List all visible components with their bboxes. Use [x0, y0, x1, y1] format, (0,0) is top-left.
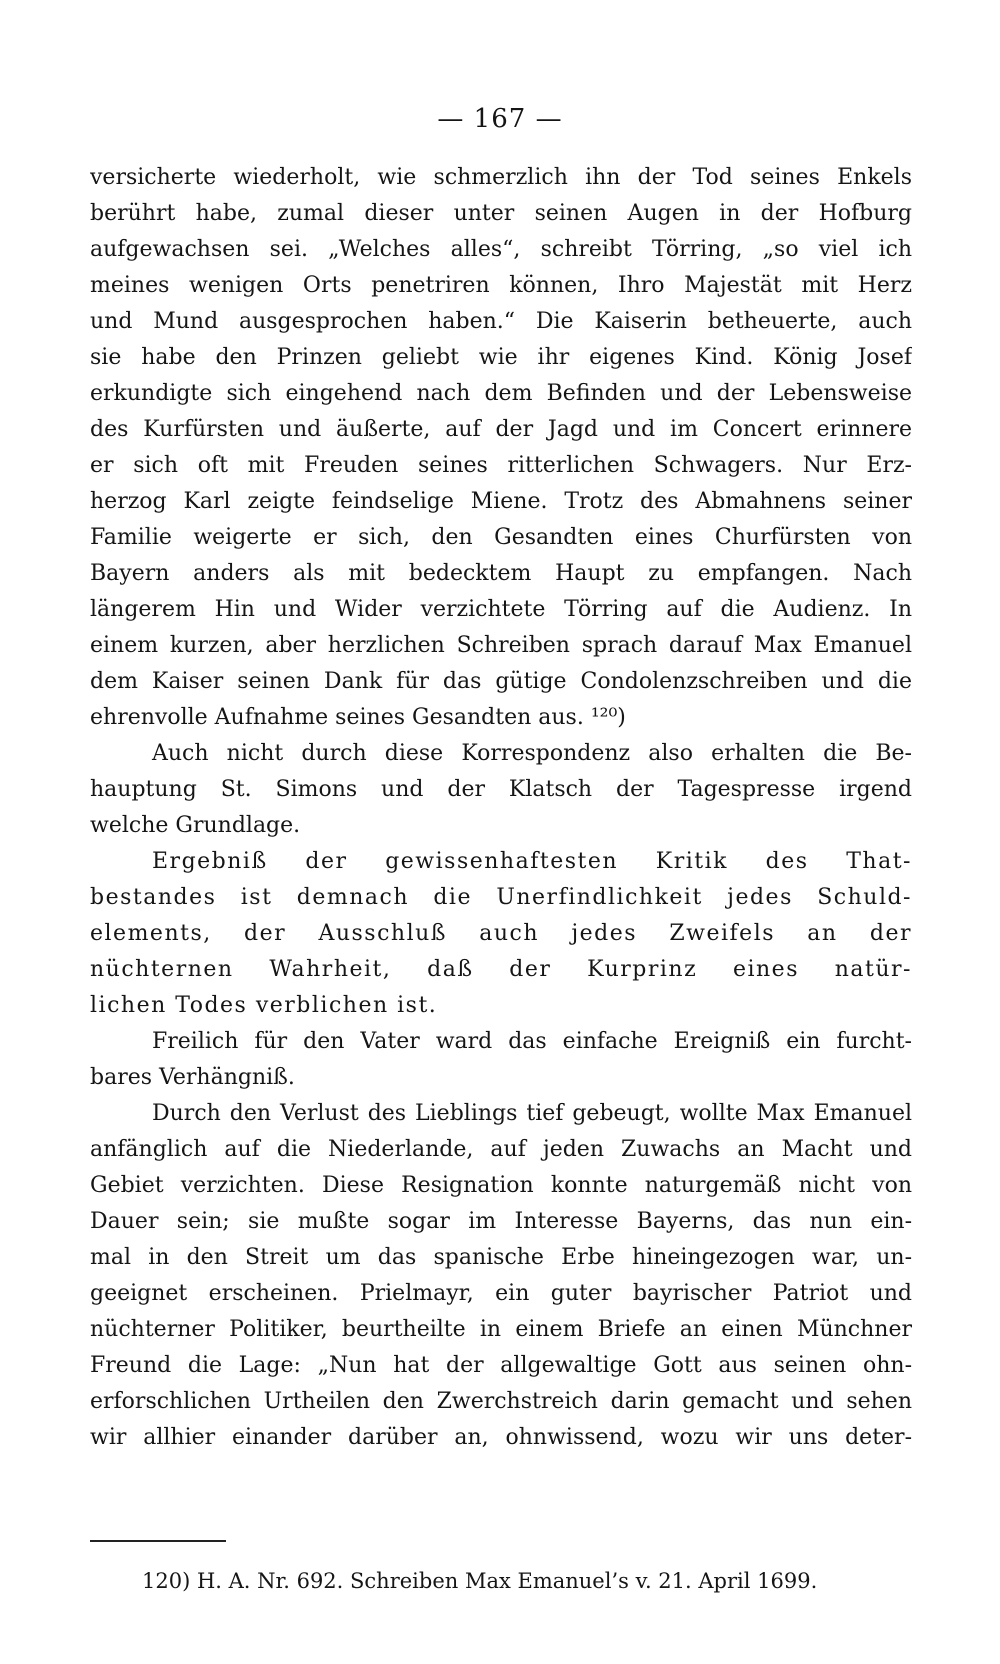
text-line: dem Kaiser seinen Dank für das gütige Condolenzschreiben und die [90, 669, 912, 694]
text-line: er sich oft mit Freuden seines ritterlichen Schwagers. Nur Erz- [90, 453, 912, 478]
spaced-text-line: Ergebniß der gewissenhaftesten Kritik des That- [152, 849, 912, 874]
text-line: Durch den Verlust des Lieblings tief gebeugt, wollte Max Emanuel [152, 1101, 912, 1126]
text-line: und Mund ausgesprochen haben.“ Die Kaiserin betheuerte, auch [90, 309, 912, 334]
text-line: Bayern anders als mit bedecktem Haupt zu empfangen. Nach [90, 561, 912, 586]
footnote: 120) H. A. Nr. 692. Schreiben Max Emanuel’s v. 21. April 1699. [142, 1569, 818, 1593]
text-line: herzog Karl zeigte feindselige Miene. Trotz des Abmahnens seiner [90, 489, 912, 514]
spaced-text-line: elements, der Ausschluß auch jedes Zweifels an der [90, 921, 912, 946]
text-line: Freilich für den Vater ward das einfache Ereigniß ein furcht- [152, 1029, 912, 1054]
text-line: anfänglich auf die Niederlande, auf jeden Zuwachs an Macht und [90, 1137, 912, 1162]
text-line: wir allhier einander darüber an, ohnwissend, wozu wir uns deter- [90, 1425, 912, 1450]
footnote-divider [90, 1540, 226, 1542]
text-line: erforschlichen Urtheilen den Zwerchstreich darin gemacht und sehen [90, 1389, 912, 1414]
text-line: berührt habe, zumal dieser unter seinen Augen in der Hofburg [90, 201, 912, 226]
spaced-text-line: lichen Todes verblichen ist. [90, 993, 438, 1018]
text-line: einem kurzen, aber herzlichen Schreiben sprach darauf Max Emanuel [90, 633, 912, 658]
text-line: nüchterner Politiker, beurtheilte in einem Briefe an einen Münchner [90, 1317, 912, 1342]
text-line: geeignet erscheinen. Prielmayr, ein guter bayrischer Patriot und [90, 1281, 912, 1306]
text-line: welche Grundlage. [90, 813, 301, 838]
text-line: meines wenigen Orts penetriren können, Ihro Majestät mit Herz [90, 273, 912, 298]
text-line: Gebiet verzichten. Diese Resignation konnte naturgemäß nicht von [90, 1173, 912, 1198]
text-line: Familie weigerte er sich, den Gesandten eines Churfürsten von [90, 525, 912, 550]
text-line: Freund die Lage: „Nun hat der allgewaltige Gott aus seinen ohn- [90, 1353, 912, 1378]
text-line: Dauer sein; sie mußte sogar im Interesse Bayerns, das nun ein- [90, 1209, 912, 1234]
text-line: hauptung St. Simons und der Klatsch der Tagespresse irgend [90, 777, 912, 802]
text-line: versicherte wiederholt, wie schmerzlich ihn der Tod seines Enkels [90, 165, 912, 190]
spaced-text-line: nüchternen Wahrheit, daß der Kurprinz eines natür- [90, 957, 912, 982]
text-line: bares Verhängniß. [90, 1065, 295, 1090]
text-line: sie habe den Prinzen geliebt wie ihr eigenes Kind. König Josef [90, 345, 912, 370]
spaced-text-line: bestandes ist demnach die Unerfindlichkeit jedes Schuld- [90, 885, 912, 910]
text-line: des Kurfürsten und äußerte, auf der Jagd und im Concert erinnere [90, 417, 912, 442]
page-number: — 167 — [437, 104, 563, 134]
body-text [90, 160, 912, 1456]
text-line: aufgewachsen sei. „Welches alles“, schreibt Törring, „so viel ich [90, 237, 912, 262]
text-line: Auch nicht durch diese Korrespondenz also erhalten die Be- [152, 741, 912, 766]
text-line: ehrenvolle Aufnahme seines Gesandten aus. ¹²⁰) [90, 705, 626, 730]
text-line: erkundigte sich eingehend nach dem Befinden und der Lebensweise [90, 381, 912, 406]
text-line: mal in den Streit um das spanische Erbe hineingezogen war, un- [90, 1245, 912, 1270]
text-line: längerem Hin und Wider verzichtete Törring auf die Audienz. In [90, 597, 912, 622]
